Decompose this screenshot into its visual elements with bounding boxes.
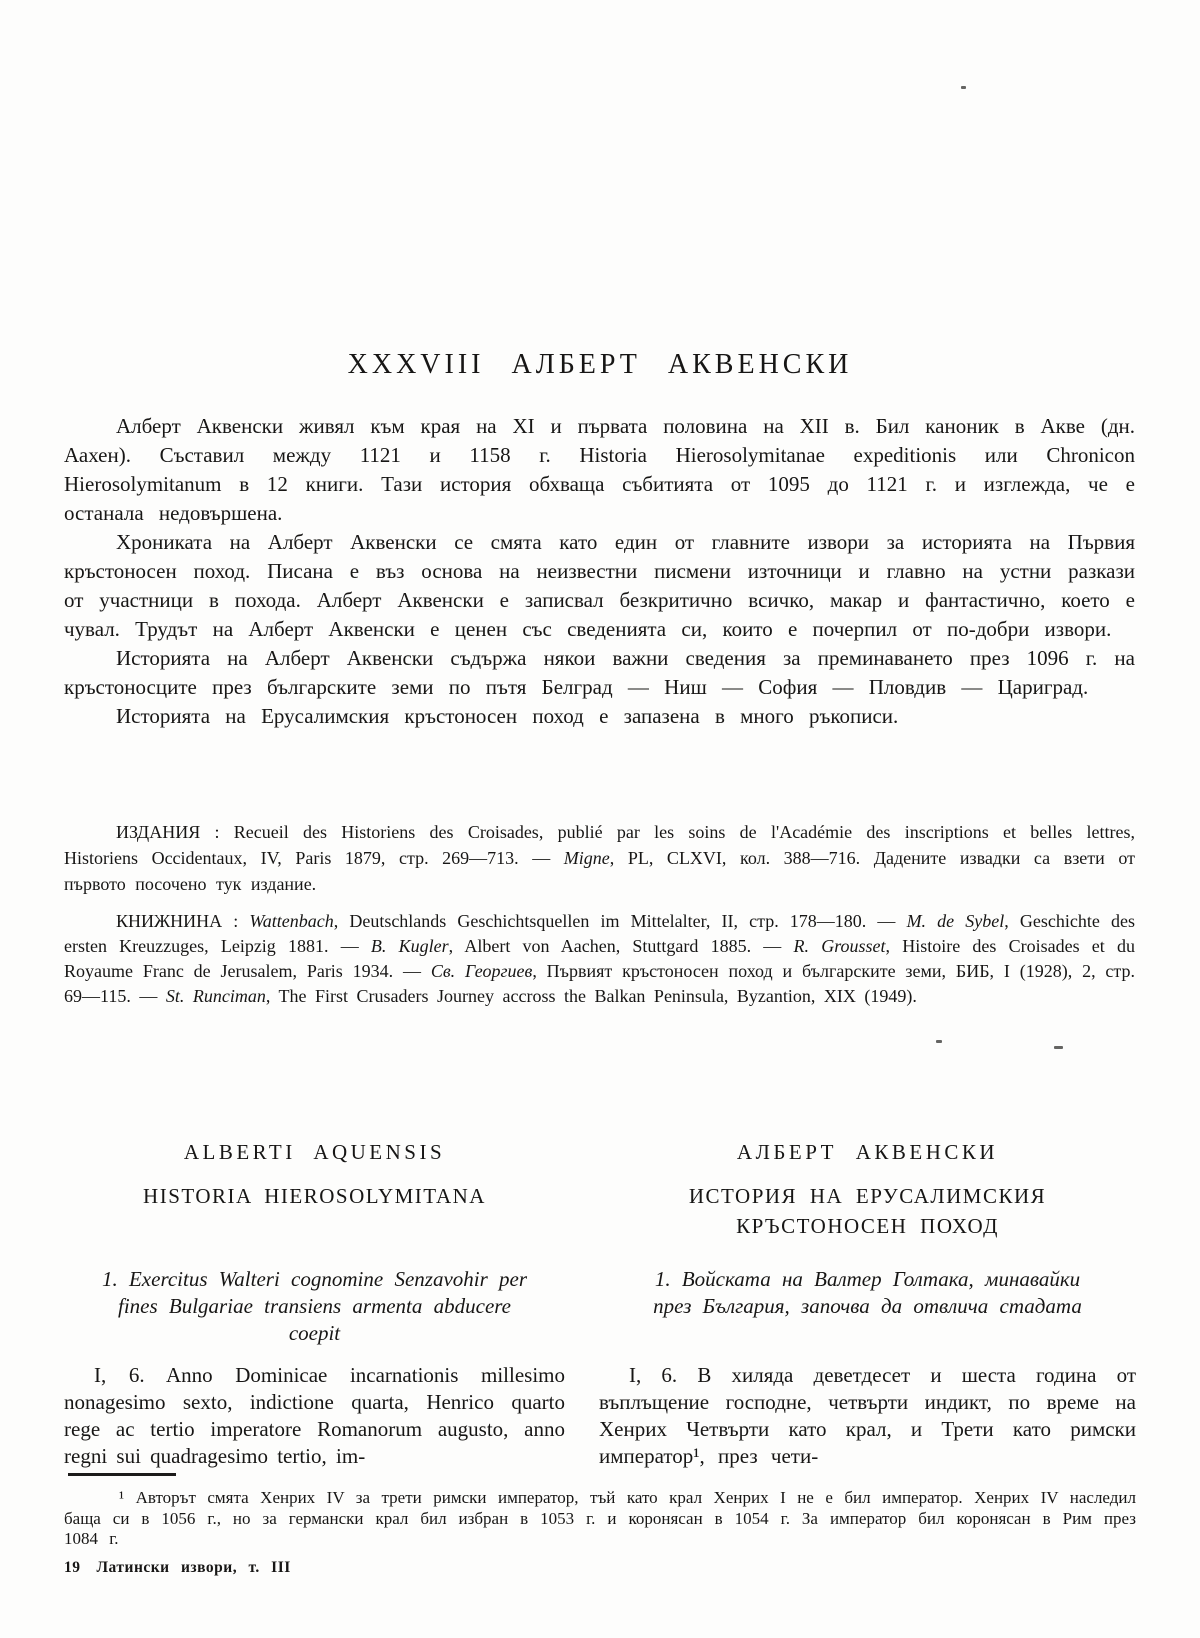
latin-author-title: ALBERTI AQUENSIS: [183, 1140, 446, 1164]
latin-column-titles: [64, 1140, 565, 1266]
chapter-title: XXXVIII АЛБЕРТ АКВЕНСКИ: [347, 349, 853, 380]
footnote-separator-rule: [68, 1473, 176, 1476]
intro-paragraph-3: Историята на Алберт Аквенски съдържа някои важни сведения за преминаването през 1096 г. на кръстоносците през българските земи по пътя Белград — Ниш — София — Пловдив — Цариград.: [64, 646, 1135, 699]
bulgarian-author-title: АЛБЕРТ АКВЕНСКИ: [736, 1140, 999, 1164]
intro-paragraph-1: Алберт Аквенски живял към края на XI и първата половина на XII в. Бил каноник в Акве (дн. Аахен). Съставил между 1121 и 1158 г. Historia Hierosolymitanae expeditionis или Chronicon Hierosolymitanum в 12 книги. Тази история обхваща събитията от 1095 до 1121 г. и изглежда, че е останала недовършена.: [64, 414, 1135, 525]
signature-series-title: Латински извори, т. III: [96, 1559, 291, 1576]
signature-sheet-number: 19: [64, 1559, 81, 1576]
bibliography-note: КНИЖНИНА : Wattenbach, Deutschlands Geschichtsquellen im Mittelalter, II, стр. 178—180. — M. de Sybel, Geschichte des ersten Kreuzzuges, Leipzig 1881. — B. Kugler, Albert von Aachen, Stuttgard 1885. — R. Grousset, Histoire des Croisades et du Royaume Franc de Jerusalem, Paris 1934. — Св. Георгиев, Първият кръстоносен поход и българските земи, БИБ, I (1928), 2, стр. 69—115. — St. Runciman, The First Crusaders Journey accross the Balkan Peninsula, Byzantion, XIX (1949).: [64, 911, 1135, 1006]
intro-paragraph-4: Историята на Ерусалимския кръстоносен поход е запазена в много ръкописи.: [116, 704, 899, 728]
intro-paragraph-2: Хрониката на Алберт Аквенски се смята като един от главните извори за историята на Първия кръстоносен поход. Писана е въз основа на неизвестни писмени източници и главно на устни разкази от участници в похода. Алберт Аквенски е записвал безкритично всичко, макар и фантастично, което е чувал. Трудът на Алберт Аквенски е ценен със сведенията си, които е почерпил от по-добри извори.: [64, 530, 1135, 641]
latin-column: [64, 1140, 565, 1470]
bulgarian-work-title: ИСТОРИЯ НА ЕРУСАЛИМСКИЯ КРЪСТОНОСЕН ПОХОД: [688, 1184, 1047, 1238]
printer-signature: [64, 1559, 291, 1577]
scan-speck: [961, 86, 966, 89]
bulgarian-column: [599, 1140, 1136, 1470]
introduction-text: [64, 412, 1135, 731]
latin-section-heading: 1. Exercitus Walteri cognomine Senzavohir per fines Bulgariae transiens armenta abducere coepit: [101, 1267, 528, 1345]
scan-speck: [1054, 1046, 1063, 1049]
bulgarian-body-text: I, 6. В хиляда деветдесет и шеста година от въплъщение господне, четвърти индикт, по време на Хенрих Четвърти като крал, и Трети като римски император¹, през чети-: [599, 1363, 1136, 1468]
bulgarian-section-heading: 1. Войската на Валтер Голтака, минавайки през България, започва да отвлича стадата: [653, 1267, 1082, 1318]
latin-body-text: I, 6. Anno Dominicae incarnationis millesimo nonagesimo sexto, indictione quarta, Henrico quarto rege ac tertio imperatore Romanorum augusto, anno regni sui quadragesimo tertio, im-: [64, 1363, 565, 1468]
latin-work-title: HISTORIA HIEROSOLYMITANA: [143, 1184, 486, 1208]
editions-note: ИЗДАНИЯ : Recueil des Historiens des Croisades, publié par les soins de l'Académie des inscriptions et belles lettres, Historiens Occidentaux, IV, Paris 1879, стр. 269—713. — Migne, PL, CLXVI, кол. 388—716. Дадените извадки са взети от първото посочено тук издание.: [64, 822, 1136, 894]
scan-speck: [936, 1040, 942, 1043]
bulgarian-column-titles: [599, 1140, 1136, 1266]
footnote-text: ¹ Авторът смята Хенрих IV за трети римски император, тъй като крал Хенрих I не е бил император. Хенрих IV наследил баща си в 1056 г., но за германски крал бил избран в 1053 г. и коронясан в 1054 г. За император бил коронясан в Рим през 1084 г.: [64, 1488, 1136, 1548]
